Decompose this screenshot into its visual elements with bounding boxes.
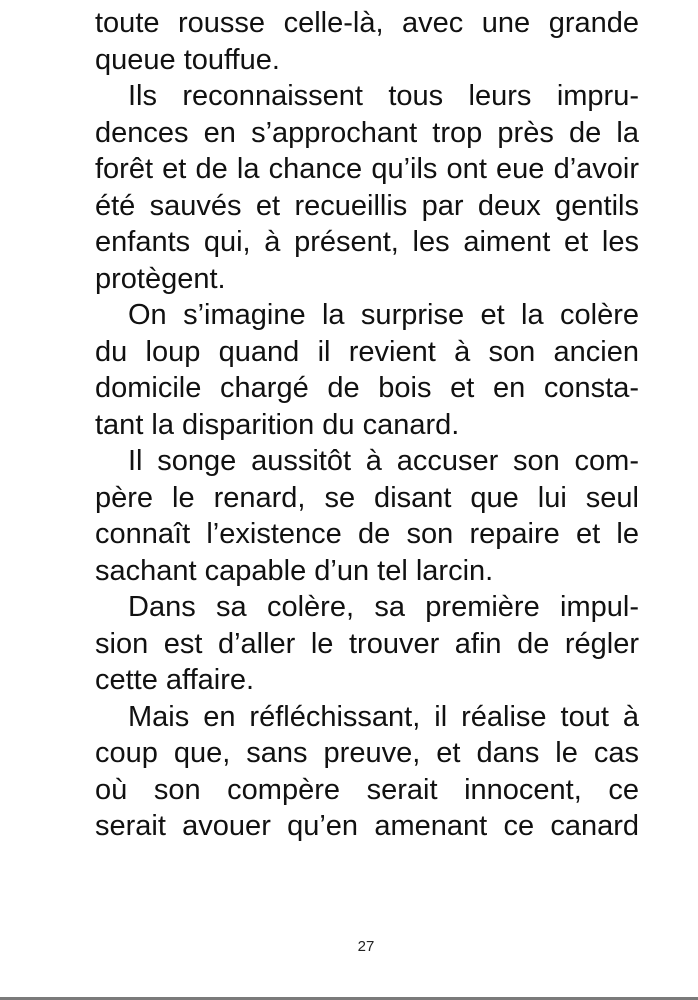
text-line: connaît l’existence de son repaire et le [95,518,639,550]
text-line: On s’imagine la surprise et la colère [128,299,639,331]
text-line: toute rousse celle-là, avec une grande [95,7,639,39]
text-line: Dans sa colère, sa première impul- [128,591,639,623]
page-number: 27 [357,938,375,955]
text-line: forêt et de la chance qu’ils ont eue d’avoir [95,153,639,185]
text-line: dences en s’approchant trop près de la [95,116,639,149]
text-line: Mais en réfléchissant, il réalise tout à [128,700,639,733]
text-line: tant la disparition du canard. [95,408,460,441]
text-line: queue touffue. [95,43,280,76]
text-line: enfants qui, à présent, les aiment et les [95,226,639,258]
text-line: père le renard, se disant que lui seul [95,481,639,514]
body-text [95,5,639,845]
text-line: sachant capable d’un tel larcin. [95,554,494,587]
text-line: Ils reconnaissent tous leurs impru- [128,80,639,112]
text-line: serait avouer qu’en amenant ce canard [95,810,639,842]
text-line: sion est d’aller le trouver afin de régler [95,627,639,660]
text-line: du loup quand il revient à son ancien [95,335,639,368]
text-line: où son compère serait innocent, ce [95,773,639,806]
text-line: Il songe aussitôt à accuser son com- [128,445,639,477]
text-line: domicile chargé de bois et en consta- [95,372,639,404]
text-line: coup que, sans preuve, et dans le cas [95,737,639,769]
text-line: cette affaire. [95,664,255,696]
text-line: protègent. [95,262,226,295]
text-line: été sauvés et recueillis par deux gentils [95,189,639,222]
